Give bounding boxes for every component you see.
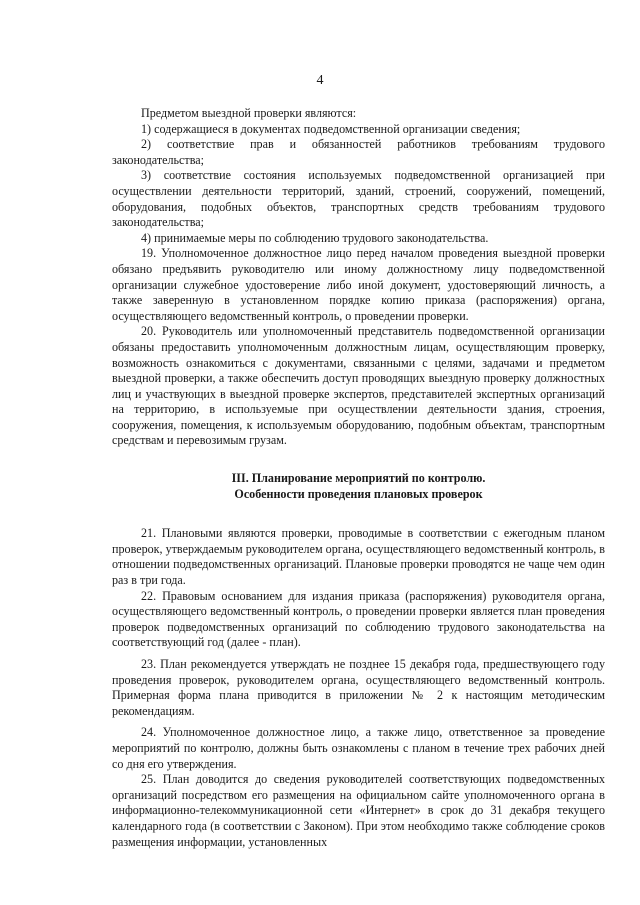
section-spacer [112,502,605,526]
paragraph-item-4: 4) принимаемые меры по соблюдению трудового законодательства. [141,230,489,245]
section-heading-subtitle: Особенности проведения плановых проверок [234,486,483,501]
paragraph-item-3: 3) соответствие состояния используемых подведомственной организацией при осуществлении деятельности территорий, зданий, строений, сооружений, помещений, оборудования, подобных объектов, транспортных средств требованиям трудового законодательства; [112,168,605,230]
paragraph-25: 25. План доводится до сведения руководителей соответствующих подведомственных организаций посредством его размещения на официальном сайте уполномоченного органа в информационно-телекоммуникационной сети «Интернет» в срок до 31 декабря текущего календарного года (в соответствии с Законом). При этом необходимо также соблюдение сроков размещения информации, установленных [112,772,605,849]
paragraph-item-1: 1) содержащиеся в документах подведомственной организации сведения; [141,121,521,136]
paragraph-subject-intro: Предметом выездной проверки являются: [141,106,357,120]
paragraph-22: 22. Правовым основанием для издания приказа (распоряжения) руководителя органа, осуществляющего ведомственный контроль, о проведении проверки является план проведения проверок подведомственных организаций по соблюдению трудового законодательства на соответствующий год (далее - план). [112,588,605,650]
paragraph-23: 23. План рекомендуется утверждать не позднее 15 декабря года, предшествующего году проведения проверок, руководителем органа, осуществляющего ведомственный контроль. Примерная форма плана приводится в приложении № 2 к настоящим методическим рекомендациям. [112,657,605,718]
paragraph-24: 24. Уполномоченное должностное лицо, а также лицо, ответственное за проведение мероприятий по контролю, должны быть ознакомлены с планом в течение трех рабочих дней со дня его утверждения. [112,725,605,771]
paragraph-19: 19. Уполномоченное должностное лицо перед началом проведения выездной проверки обязано предъявить руководителю или иному должностному лицу подведомственной организации служебное удостоверение либо иной документ, удостоверяющий личность, а также заверенную в установленном порядке копию приказа (распоряжения) органа, осуществляющего ведомственный контроль, о проведении проверки. [112,246,605,323]
page-number: 4 [316,73,324,88]
paragraph-20: 20. Руководитель или уполномоченный представитель подведомственной организации обязаны предоставить уполномоченным должностным лицам, осуществляющим проверку, возможность ознакомиться с документами, связанными с целями, задачами и предметом выездной проверки, а также обеспечить доступ проводящих выездную проверку должностных лиц и участвующих в выездной проверке экспертов, представителей экспертных организаций на территорию, в используемые при осуществлении деятельности здания, строения, сооружения, помещения, к используемым оборудованию, подобным объектам, транспортным средствам и перевозимым грузам. [112,324,605,448]
paragraph-item-2: 2) соответствие прав и обязанностей работников требованиям трудового законодательства; [112,137,605,167]
section-heading-title: III. Планирование мероприятий по контролю. [231,471,486,486]
document-body [112,106,605,850]
paragraph-21: 21. Плановыми являются проверки, проводимые в соответствии с ежегодным планом проверок, утверждаемым руководителем органа, осуществляющего ведомственный контроль, в отношении подведомственных организаций. Плановые проверки проводятся не чаще чем один раз в три года. [112,526,605,588]
